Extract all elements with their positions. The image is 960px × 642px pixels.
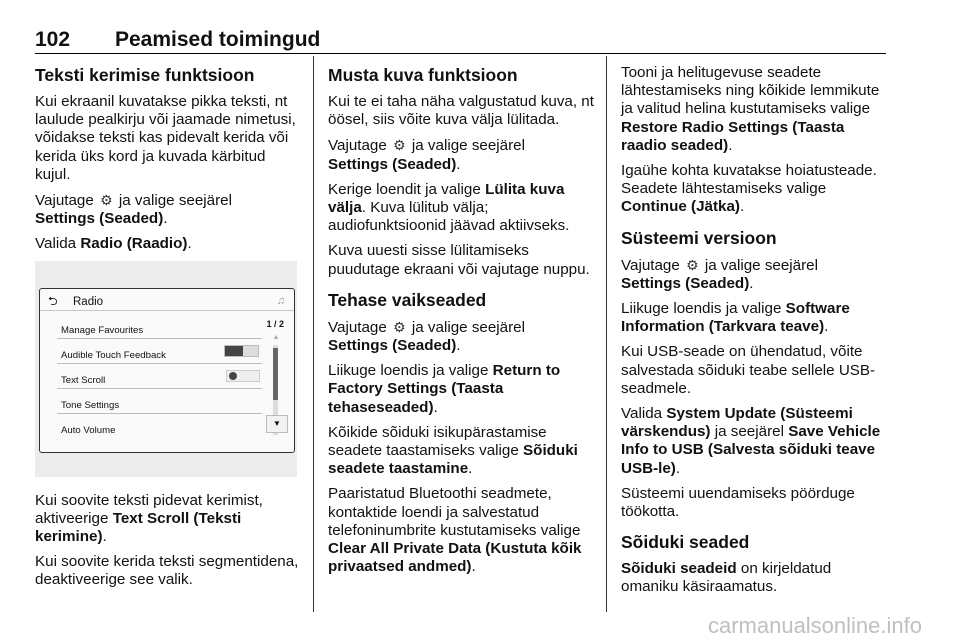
column-1 — [35, 64, 305, 597]
page-indicator: 1 / 2 — [266, 318, 284, 329]
menu-item: Tone Settings — [57, 389, 262, 414]
display-frame — [39, 288, 295, 453]
section-heading-system-version: Süsteemi versioon — [621, 227, 777, 248]
paragraph: Kui soovite kerida teksti segmentidena, deaktiveerige see valik. — [35, 553, 299, 589]
screen-title: Radio — [73, 295, 104, 308]
paragraph: Valida Radio (Raadio). — [35, 235, 192, 253]
paragraph: Igaühe kohta kuvatakse hoiatusteade. Seadete lähtestamiseks valige Continue (Jätka). — [621, 162, 877, 216]
section-heading-factory-settings: Tehase vaikseaded — [328, 289, 487, 310]
watermark: carmanualsonline.info — [707, 613, 922, 638]
settings-gear-icon: ⚙ — [686, 256, 699, 273]
paragraph: Liikuge loendis ja valige Software Information (Tarkvara teave). — [621, 300, 850, 336]
text-scroll-toggle — [226, 370, 260, 382]
menu-item: Auto Volume — [61, 424, 116, 436]
music-note-icon: ♫ — [276, 294, 285, 307]
screen-title-bar — [40, 289, 294, 311]
section-heading-black-screen: Musta kuva funktsioon — [328, 65, 518, 85]
settings-gear-icon: ⚙ — [393, 318, 406, 335]
radio-screen-illustration — [35, 261, 297, 477]
column-divider-2 — [606, 56, 607, 612]
paragraph: Kui te ei taha näha valgustatud kuva, nt öösel, siis võite kuva välja lülitada. — [328, 93, 594, 129]
paragraph: Kui soovite teksti pidevat kerimist, aktiveerige Text Scroll (Teksti kerimine). — [35, 491, 263, 546]
column-3 — [621, 64, 889, 604]
paragraph: Valida System Update (Süsteemi värskendus) ja seejärel Save Vehicle Info to USB (Salvesta sõiduki teave USB-le). — [621, 405, 881, 477]
column-2 — [328, 64, 598, 583]
paragraph: Vajutage ⚙ ja valige seejärel Settings (Seaded). — [35, 192, 233, 228]
section-heading-text-scroll: Teksti kerimise funktsioon — [35, 65, 255, 85]
paragraph: Süsteemi uuendamiseks pöörduge töökotta. — [621, 484, 855, 521]
settings-gear-icon: ⚙ — [393, 137, 406, 154]
paragraph: Kuva uuesti sisse lülitamiseks puudutage ekraani või vajutage nuppu. — [328, 242, 590, 278]
paragraph: Sõiduki seadeid on kirjeldatud omaniku käsiraamatus. — [621, 560, 832, 596]
chapter-title: Peamised toimingud — [115, 28, 321, 51]
scroll-up-icon: ▲ — [272, 333, 280, 341]
feedback-level-slider — [224, 345, 259, 357]
paragraph: Kui ekraanil kuvatakse pikka teksti, nt laulude pealkirju või jaamade nimetusi, võidakse teksti kas pidevalt kerida või kerida üks kord ja kuvada kärbitud kujul. — [35, 93, 296, 183]
settings-gear-icon: ⚙ — [100, 192, 113, 209]
paragraph: Kerige loendit ja valige Lülita kuva välja. Kuva lülitub välja; audiofunktsioonid jäävad aktiivseks. — [328, 180, 570, 235]
menu-item: Audible Touch Feedback — [57, 339, 262, 364]
paragraph: Kõikide sõiduki isikupärastamise seadete taastamiseks valige Sõiduki seadete taastamine. — [328, 423, 578, 478]
column-divider-1 — [313, 56, 314, 612]
paragraph: Kui USB-seade on ühendatud, võite salvestada sõiduki teabe sellele USB-seadmele. — [621, 343, 876, 397]
settings-menu — [57, 314, 262, 438]
header-rule — [35, 53, 886, 54]
paragraph: Liikuge loendis ja valige Return to Factory Settings (Taasta tehaseseaded). — [328, 362, 561, 416]
paragraph: Vajutage ⚙ ja valige seejärel Settings (Seaded). — [328, 318, 526, 355]
menu-item: Manage Favourites — [57, 314, 262, 339]
paragraph: Tooni ja helitugevuse seadete lähtestamiseks ning kõikide lemmikute ja valitud helina kustutamiseks valige Restore Radio Settings (Taasta raadio seaded). — [621, 64, 880, 154]
section-heading-vehicle-settings: Sõiduki seaded — [621, 532, 750, 553]
paragraph: Vajutage ⚙ ja valige seejärel Settings (Seaded). — [621, 256, 819, 292]
paragraph: Paaristatud Bluetoothi seadmete, kontaktide loendi ja salvestatud telefoninumbrite kustutamiseks valige Clear All Private Data (Kustuta kõik privaatsed andmed). — [328, 485, 582, 576]
back-arrow-icon: ⮌ — [48, 293, 58, 308]
page-number: 102 — [35, 28, 71, 51]
paragraph: Vajutage ⚙ ja valige seejärel Settings (Seaded). — [328, 137, 526, 173]
scroll-down-icon: ▼ — [266, 415, 288, 433]
menu-item: Text Scroll — [57, 364, 262, 389]
page-header — [35, 28, 885, 54]
